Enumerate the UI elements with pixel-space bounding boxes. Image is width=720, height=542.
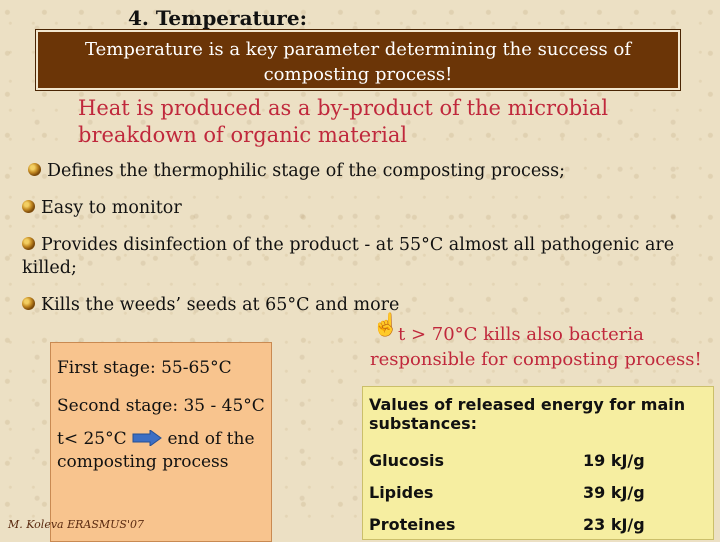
third-stage-suffix: end of the xyxy=(167,429,255,449)
pointing-hand-icon: ☝ xyxy=(372,313,400,338)
first-stage-text: First stage: 55-65°C xyxy=(57,358,232,378)
second-stage-text: Second stage: 35 - 45°C xyxy=(57,396,265,416)
bullet-item xyxy=(28,160,708,183)
bullet-item xyxy=(22,197,702,220)
bullet-icon xyxy=(22,200,35,213)
warning-label: t > 70°C kills also bacteria responsible for composting process! xyxy=(370,324,702,370)
definition-box xyxy=(36,30,680,90)
substance-name: Lipides xyxy=(369,483,434,502)
warning-text xyxy=(370,322,715,372)
third-stage-line xyxy=(57,428,255,450)
slide-title: 4. Temperature: xyxy=(128,6,307,30)
third-stage-prefix: t< 25°C xyxy=(57,429,127,449)
bullet-text: Easy to monitor xyxy=(41,198,182,218)
substance-name: Glucosis xyxy=(369,451,445,470)
heat-heading: Heat is produced as a by-product of the microbial breakdown of organic material xyxy=(78,96,609,147)
bullet-icon xyxy=(28,163,41,176)
substance-name: Proteines xyxy=(369,515,456,534)
energy-value: 23 kJ/g xyxy=(583,515,645,534)
energy-value: 19 kJ/g xyxy=(583,451,645,470)
third-stage-line2: composting process xyxy=(57,452,229,472)
energy-heading: Values of released energy for main substances: xyxy=(369,395,686,433)
bullet-icon xyxy=(22,297,35,310)
bullet-icon xyxy=(22,237,35,250)
right-arrow-icon xyxy=(132,430,162,446)
bullet-text: Kills the weeds’ seeds at 65°C and more xyxy=(41,295,400,315)
definition-text: Temperature is a key parameter determining the success of composting process! xyxy=(84,39,631,85)
bullet-item xyxy=(22,294,702,317)
bullet-text: Provides disinfection of the product - at 55°C almost all pathogenic are killed; xyxy=(22,235,675,278)
footer-credit: M. Koleva ERASMUS'07 xyxy=(8,518,144,531)
energy-value: 39 kJ/g xyxy=(583,483,645,502)
stages-box xyxy=(50,342,272,542)
bullet-item xyxy=(22,234,702,280)
bullet-text: Defines the thermophilic stage of the composting process; xyxy=(47,161,566,181)
energy-box xyxy=(362,386,714,540)
